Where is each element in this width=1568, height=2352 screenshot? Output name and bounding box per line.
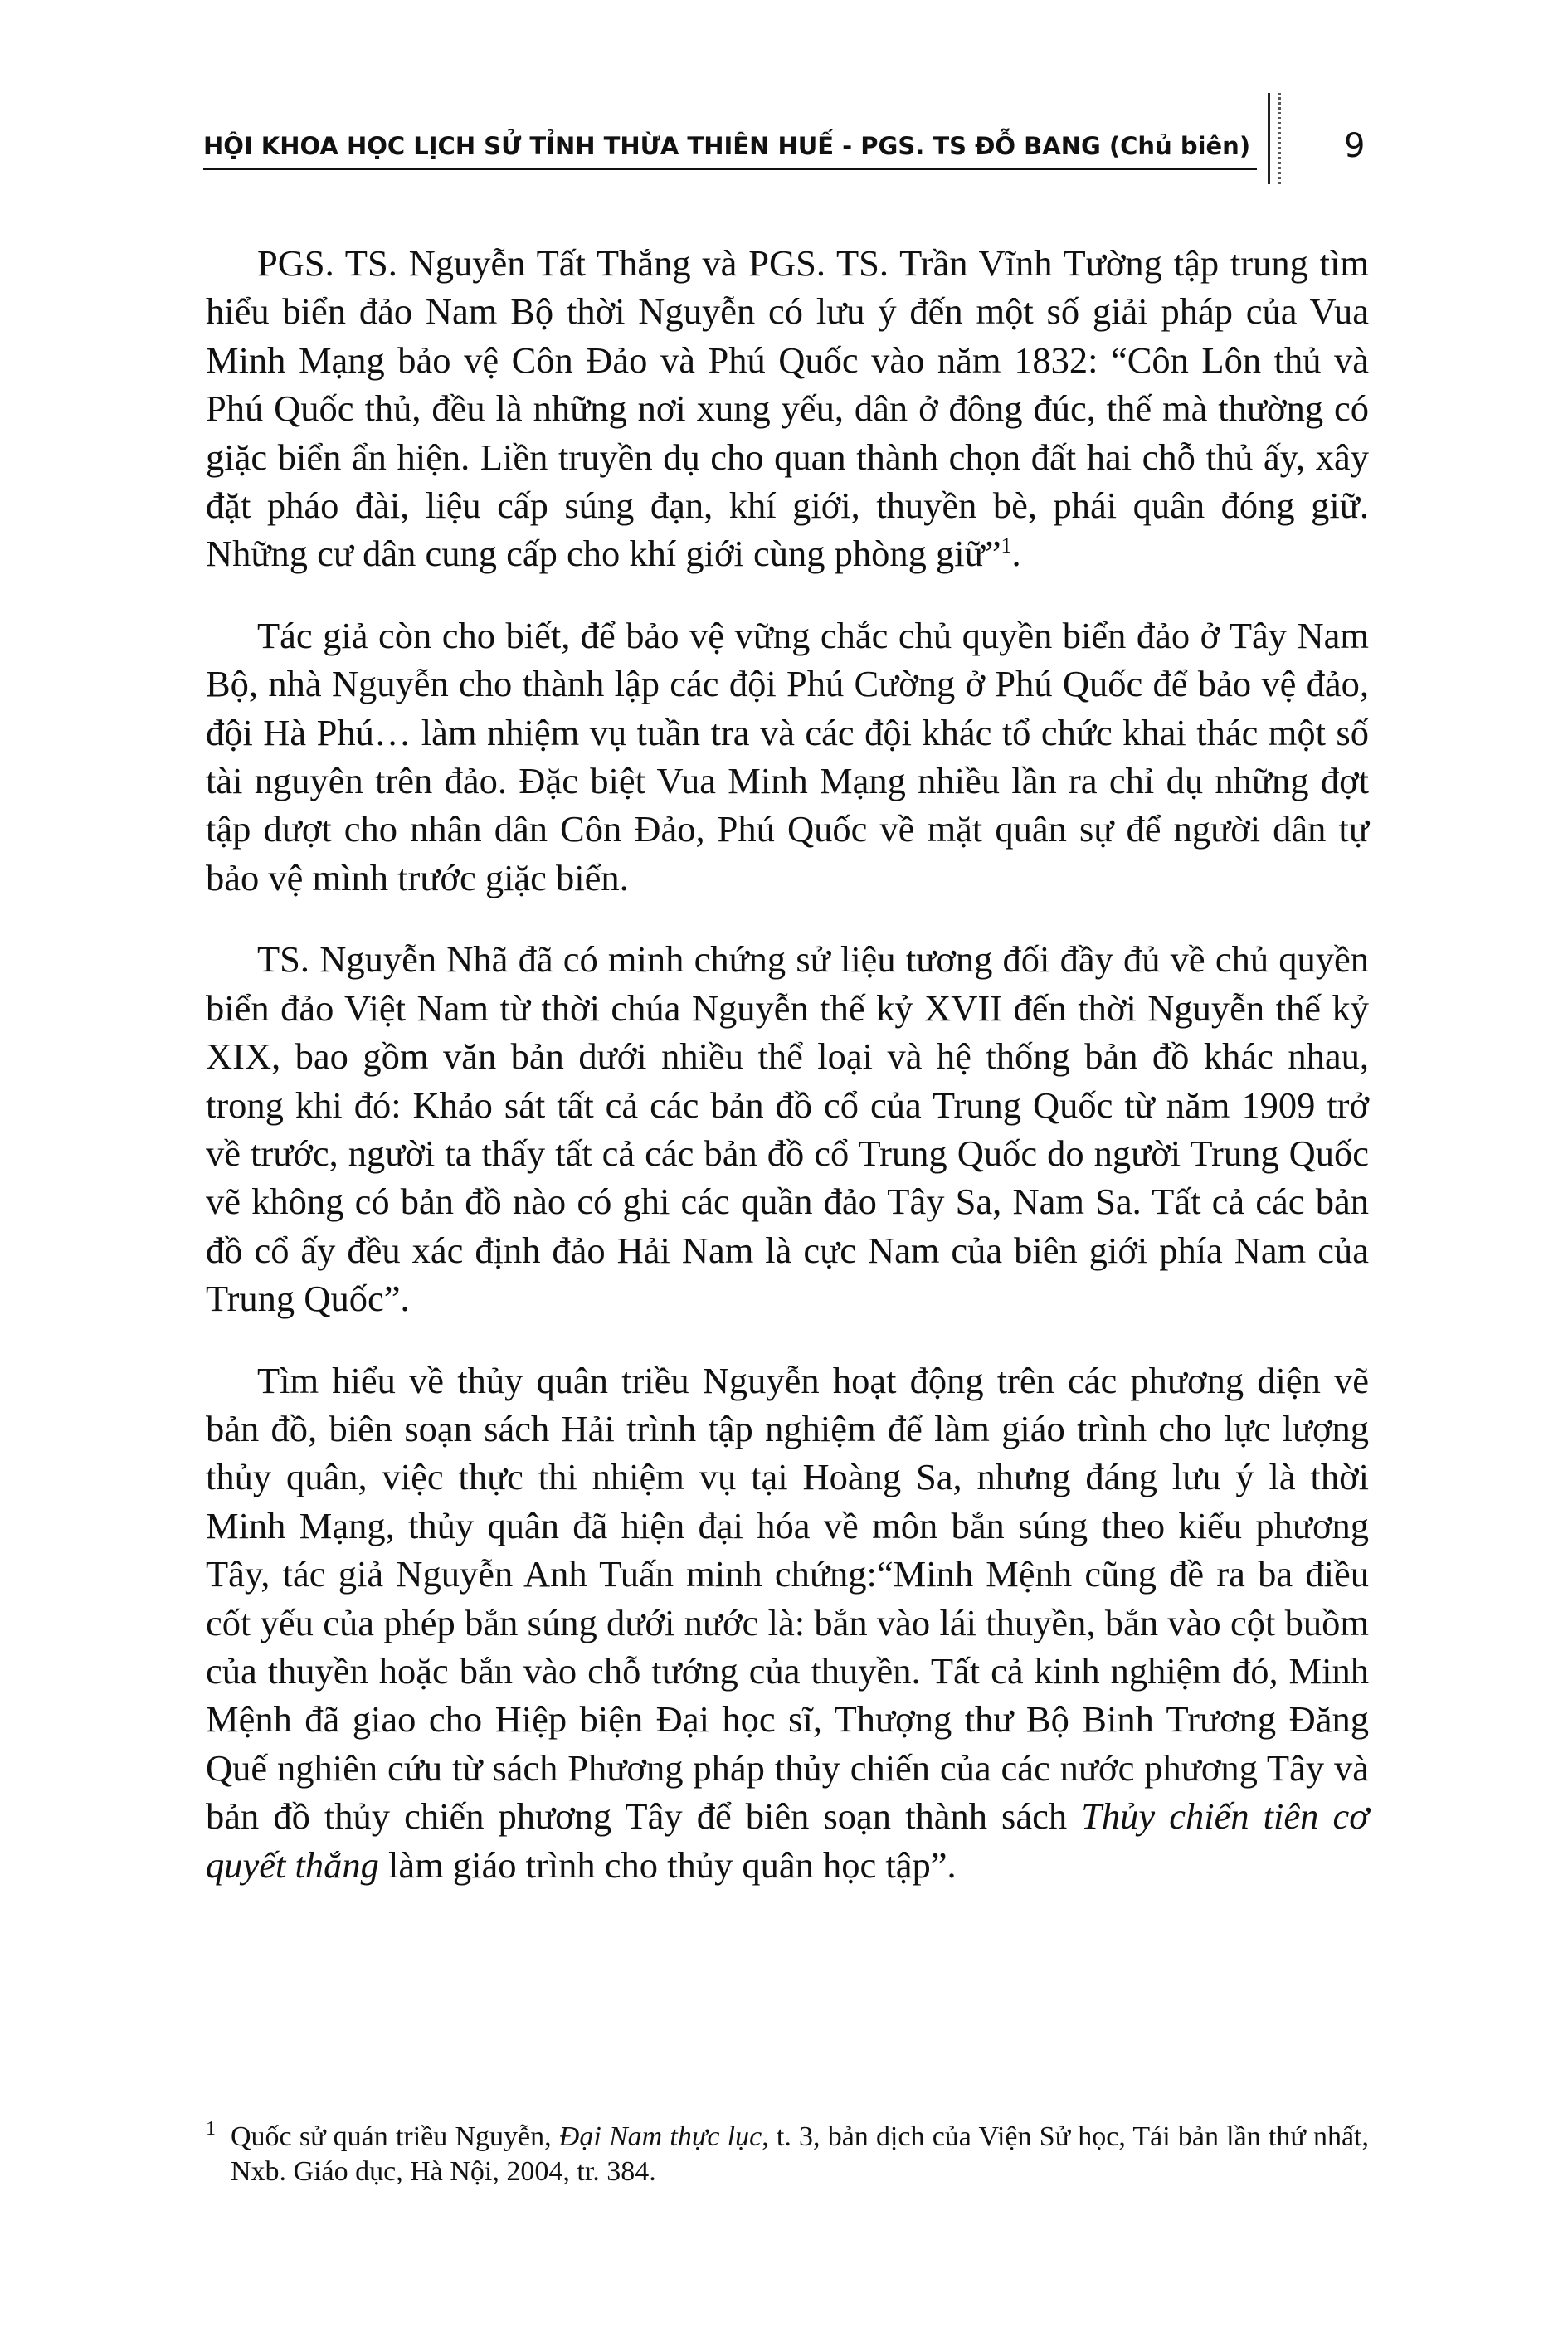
- paragraph-4-text-b: làm giáo trình cho thủy quân học tập”.: [378, 1843, 957, 1886]
- body-text: [206, 239, 1369, 1889]
- paragraph-1-text: PGS. TS. Nguyễn Tất Thắng và PGS. TS. Trần Vĩnh Tường tập trung tìm hiểu biển đảo Nam Bộ thời Nguyễn có lưu ý đến một số giải pháp của Vua Minh Mạng bảo vệ Côn Đảo và Phú Quốc vào năm 1832: “Côn Lôn thủ và Phú Quốc thủ, đều là những nơi xung yếu, dân ở đông đúc, thế mà thường có giặc biển ẩn hiện. Liền truyền dụ cho quan thành chọn đất hai chỗ thủ ấy, xây đặt pháo đài, liệu cấp súng đạn, khí giới, thuyền bè, phái quân đóng giữ. Những cư dân cung cấp cho khí giới cùng phòng giữ”: [206, 242, 1369, 575]
- footnote-source-title: Đại Nam thực lục: [558, 2121, 762, 2152]
- paragraph-1: [206, 239, 1369, 578]
- footnote-text-a: Quốc sử quán triều Nguyễn,: [231, 2121, 559, 2152]
- running-title: HỘI KHOA HỌC LỊCH SỬ TỈNH THỪA THIÊN HUẾ - PGS. TS ĐỖ BANG (Chủ biên): [203, 132, 1251, 160]
- paragraph-3: TS. Nguyễn Nhã đã có minh chứng sử liệu tương đối đầy đủ về chủ quyền biển đảo Việt Nam từ thời chúa Nguyễn thế kỷ XVII đến thời Nguyễn thế kỷ XIX, bao gồm văn bản dưới nhiều thể loại và hệ thống bản đồ khác nhau, trong khi đó: Khảo sát tất cả các bản đồ cổ của Trung Quốc từ năm 1909 trở về trước, người ta thấy tất cả các bản đồ cổ Trung Quốc do người Trung Quốc vẽ không có bản đồ nào có ghi các quần đảo Tây Sa, Nam Sa. Tất cả các bản đồ cổ ấy đều xác định đảo Hải Nam là cực Nam của biên giới phía Nam của Trung Quốc”.: [206, 938, 1369, 1320]
- footnote: [206, 2120, 1369, 2189]
- page-number: 9: [1344, 127, 1366, 165]
- footnote-text: [206, 2120, 1369, 2189]
- paragraph-2: Tác giả còn cho biết, để bảo vệ vững chắc chủ quyền biển đảo ở Tây Nam Bộ, nhà Nguyễn cho thành lập các đội Phú Cường ở Phú Quốc để bảo vệ đảo, đội Hà Phú… làm nhiệm vụ tuần tra và các đội khác tổ chức khai thác một số tài nguyên trên đảo. Đặc biệt Vua Minh Mạng nhiều lần ra chỉ dụ những đợt tập dượt cho nhân dân Côn Đảo, Phú Quốc về mặt quân sự để người dân tự bảo vệ mình trước giặc biển.: [206, 614, 1369, 898]
- paragraph-1-end: .: [1011, 533, 1021, 575]
- paragraph-4-text-a: Tìm hiểu về thủy quân triều Nguyễn hoạt động trên các phương diện vẽ bản đồ, biên soạn sách Hải trình tập nghiệm để làm giáo trình cho lực lượng thủy quân, việc thực thi nhiệm vụ tại Hoàng Sa, nhưng đáng lưu ý là thời Minh Mạng, thủy quân đã hiện đại hóa về môn bắn súng theo kiểu phương Tây, tác giả Nguyễn Anh Tuấn minh chứng:“Minh Mệnh cũng đề ra ba điều cốt yếu của phép bắn súng dưới nước là: bắn vào lái thuyền, bắn vào cột buồm của thuyền hoặc bắn vào chỗ tướng của thuyền. Tất cả kinh nghiệm đó, Minh Mệnh đã giao cho Hiệp biện Đại học sĩ, Thượng thư Bộ Binh Trương Đăng Quế nghiên cứu từ sách Phương pháp thủy chiến của các nước phương Tây và bản đồ thủy chiến phương Tây để biên soạn thành sách: [206, 1359, 1369, 1838]
- footnote-text-b: , t. 3, bản dịch của Viện Sử học, Tái bản lần thứ nhất, Nxb. Giáo dục, Hà Nội, 2004, tr. 384.: [231, 2121, 1369, 2187]
- book-title-italic: Thủy chiến tiên cơ quyết thắng: [206, 1795, 1369, 1886]
- paragraph-4: [206, 1356, 1369, 1889]
- footnote-marker: 1: [206, 2118, 216, 2140]
- header-divider: [1268, 93, 1281, 184]
- running-header: [203, 124, 1257, 170]
- footnote-reference[interactable]: 1: [1001, 533, 1012, 558]
